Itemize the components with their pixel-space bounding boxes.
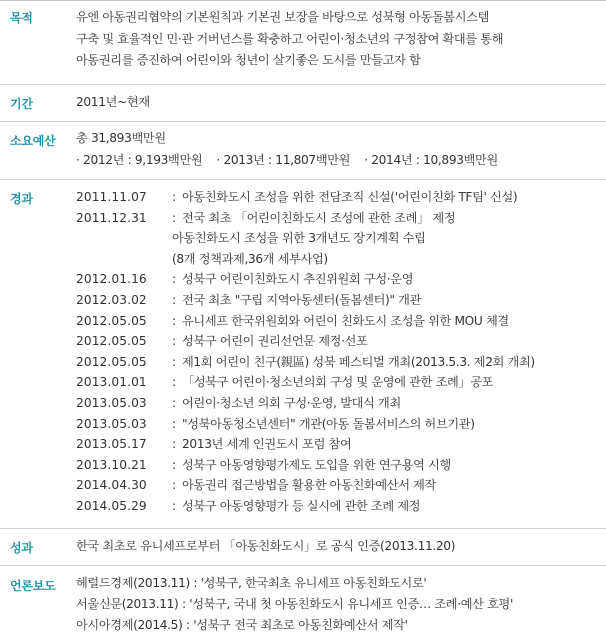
history-list — [76, 187, 600, 517]
history-text: 성북구 아동영향평가제도 도입을 위한 연구용역 시행 — [182, 457, 451, 472]
history-entry: 2013.01.01 : 「성북구 어린이·청소년의회 구성 및 운영에 관한 조례」공포 — [76, 372, 600, 393]
history-date: 2013.05.17 — [76, 437, 147, 452]
history-text: 성북구 어린이 권리선언문 제정·선포 — [182, 334, 368, 349]
period-content — [76, 92, 600, 114]
purpose-row — [0, 0, 606, 84]
result-label: 성과 — [10, 541, 33, 555]
history-entry: 2014.04.30 : 아동권리 접근방법을 활용한 아동친화예산서 제작 — [76, 475, 600, 496]
history-date: 2013.05.03 — [76, 416, 147, 431]
history-date: 2011.11.07 — [76, 190, 147, 204]
history-entry: 2011.12.31 : 전국 최초 「어린이친화도시 조성에 관한 조례」 제정 — [76, 208, 600, 229]
budget-breakdown: · 2012년 : 9,193백만원 · 2013년 : 11,807백만원 · 2014년 : 10,893백만원 — [76, 152, 498, 167]
history-entry: 2012.01.16 : 성북구 어린이친화도시 추진위원회 구성·운영 — [76, 269, 600, 290]
history-entry: 2014.05.29 : 성북구 아동영향평가 등 실시에 관한 조례 제정 — [76, 496, 600, 517]
press-item: 서울신문(2013.11) : '성북구, 국내 첫 아동친화도시 유니세프 인증… 조례·예산 호평' — [76, 597, 513, 611]
press-item: 헤럴드경제(2013.11) : '성북구, 한국최초 유니세프 아동친화도시로' — [76, 576, 427, 590]
budget-label: 소요예산 — [10, 134, 56, 148]
history-entry: 2012.05.05 : 유니세프 한국위원회와 어린이 친화도시 조성을 위한 MOU 체결 — [76, 311, 600, 332]
history-text: 전국 최초 "구립 지역아동센터(돌봄센터)" 개관 — [182, 292, 422, 307]
history-entry: 2013.05.03 : "성북아동청소년센터" 개관(아동 돌봄서비스의 허브기관) — [76, 414, 600, 435]
history-continuation: (8개 정책과제,36개 세부사업) — [172, 251, 328, 266]
history-date: 2011.12.31 — [76, 210, 147, 225]
history-date: 2012.05.05 — [76, 313, 147, 328]
press-list — [76, 573, 600, 636]
history-date: 2013.10.21 — [76, 457, 147, 472]
result-content — [76, 536, 600, 558]
purpose-label: 목적 — [10, 11, 33, 25]
history-text: 제1회 어린이 친구(親區) 성북 페스티벌 개최(2013.5.3. 제2회 개최) — [182, 354, 535, 369]
budget-total: 총 31,893백만원 — [76, 131, 166, 145]
history-date: 2012.05.05 — [76, 334, 147, 349]
purpose-line: 아동권리를 증진하여 어린이와 청년이 살기좋은 도시를 만들고자 함 — [76, 53, 421, 67]
history-date: 2012.01.16 — [76, 272, 147, 287]
purpose-line: 구축 및 효율적인 민·관 거버넌스를 확충하고 어린이·청소년의 구정참여 확대를 통해 — [76, 31, 504, 46]
history-label: 경과 — [10, 192, 33, 206]
history-date: 2012.05.05 — [76, 354, 147, 369]
history-text: 전국 최초 「어린이친화도시 조성에 관한 조례」 제정 — [182, 210, 456, 225]
history-entry: 2011.11.07 : 아동친화도시 조성을 위한 전담조직 신설('어린이친화 TF팀' 신설) — [76, 187, 600, 208]
history-date: 2012.03.02 — [76, 292, 147, 307]
history-continuation: 아동친화도시 조성을 위한 3개년도 장기계획 수립 — [172, 231, 426, 246]
history-text: 성북구 아동영향평가 등 실시에 관한 조례 제정 — [182, 498, 421, 513]
history-text: 「성북구 어린이·청소년의회 구성 및 운영에 관한 조례」공포 — [182, 375, 494, 390]
history-date: 2014.05.29 — [76, 498, 147, 513]
press-item: 아시아경제(2014.5) : '성북구 전국 최초로 아동친화예산서 제작' — [76, 618, 408, 632]
period-label: 기간 — [10, 97, 33, 111]
budget-row — [0, 121, 606, 179]
history-text: 아동친화도시 조성을 위한 전담조직 신설('어린이친화 TF팀' 신설) — [182, 190, 518, 204]
period-text: 2011년~현재 — [76, 95, 150, 109]
budget-content — [76, 128, 600, 171]
purpose-content — [76, 7, 600, 72]
history-date: 2013.05.03 — [76, 395, 147, 410]
history-entry: 2013.05.17 : 2013년 세계 인권도시 포럼 참여 — [76, 434, 600, 455]
history-text: 유니세프 한국위원회와 어린이 친화도시 조성을 위한 MOU 체결 — [182, 313, 509, 328]
history-entry: 2012.05.05 : 제1회 어린이 친구(親區) 성북 페스티벌 개최(2013.5.3. 제2회 개최) — [76, 352, 600, 373]
history-date: 2014.04.30 — [76, 478, 147, 493]
history-text: 어린이·청소년 의회 구성·운영, 발대식 개최 — [182, 395, 401, 410]
history-entry: 2012.05.05 : 성북구 어린이 권리선언문 제정·선포 — [76, 331, 600, 352]
history-text: 2013년 세계 인권도시 포럼 참여 — [182, 437, 352, 452]
period-row — [0, 84, 606, 121]
press-row — [0, 565, 606, 642]
result-text: 한국 최초로 유니세프로부터 「아동친화도시」로 공식 인증(2013.11.20) — [76, 539, 456, 553]
history-date: 2013.01.01 — [76, 375, 147, 390]
press-label: 언론보도 — [10, 579, 56, 593]
history-text: 성북구 어린이친화도시 추진위원회 구성·운영 — [182, 272, 414, 287]
result-row — [0, 528, 606, 565]
history-text: 아동권리 접근방법을 활용한 아동친화예산서 제작 — [182, 478, 436, 493]
history-entry: 2013.10.21 : 성북구 아동영향평가제도 도입을 위한 연구용역 시행 — [76, 455, 600, 476]
history-text: "성북아동청소년센터" 개관(아동 돌봄서비스의 허브기관) — [182, 416, 475, 431]
history-entry: 2013.05.03 : 어린이·청소년 의회 구성·운영, 발대식 개최 — [76, 393, 600, 414]
history-entry: 2012.03.02 : 전국 최초 "구립 지역아동센터(돌봄센터)" 개관 — [76, 290, 600, 311]
history-row — [0, 179, 606, 528]
purpose-line: 유엔 아동권리협약의 기본원칙과 기본권 보장을 바탕으로 성북형 아동돌봄시스템 — [76, 10, 490, 24]
